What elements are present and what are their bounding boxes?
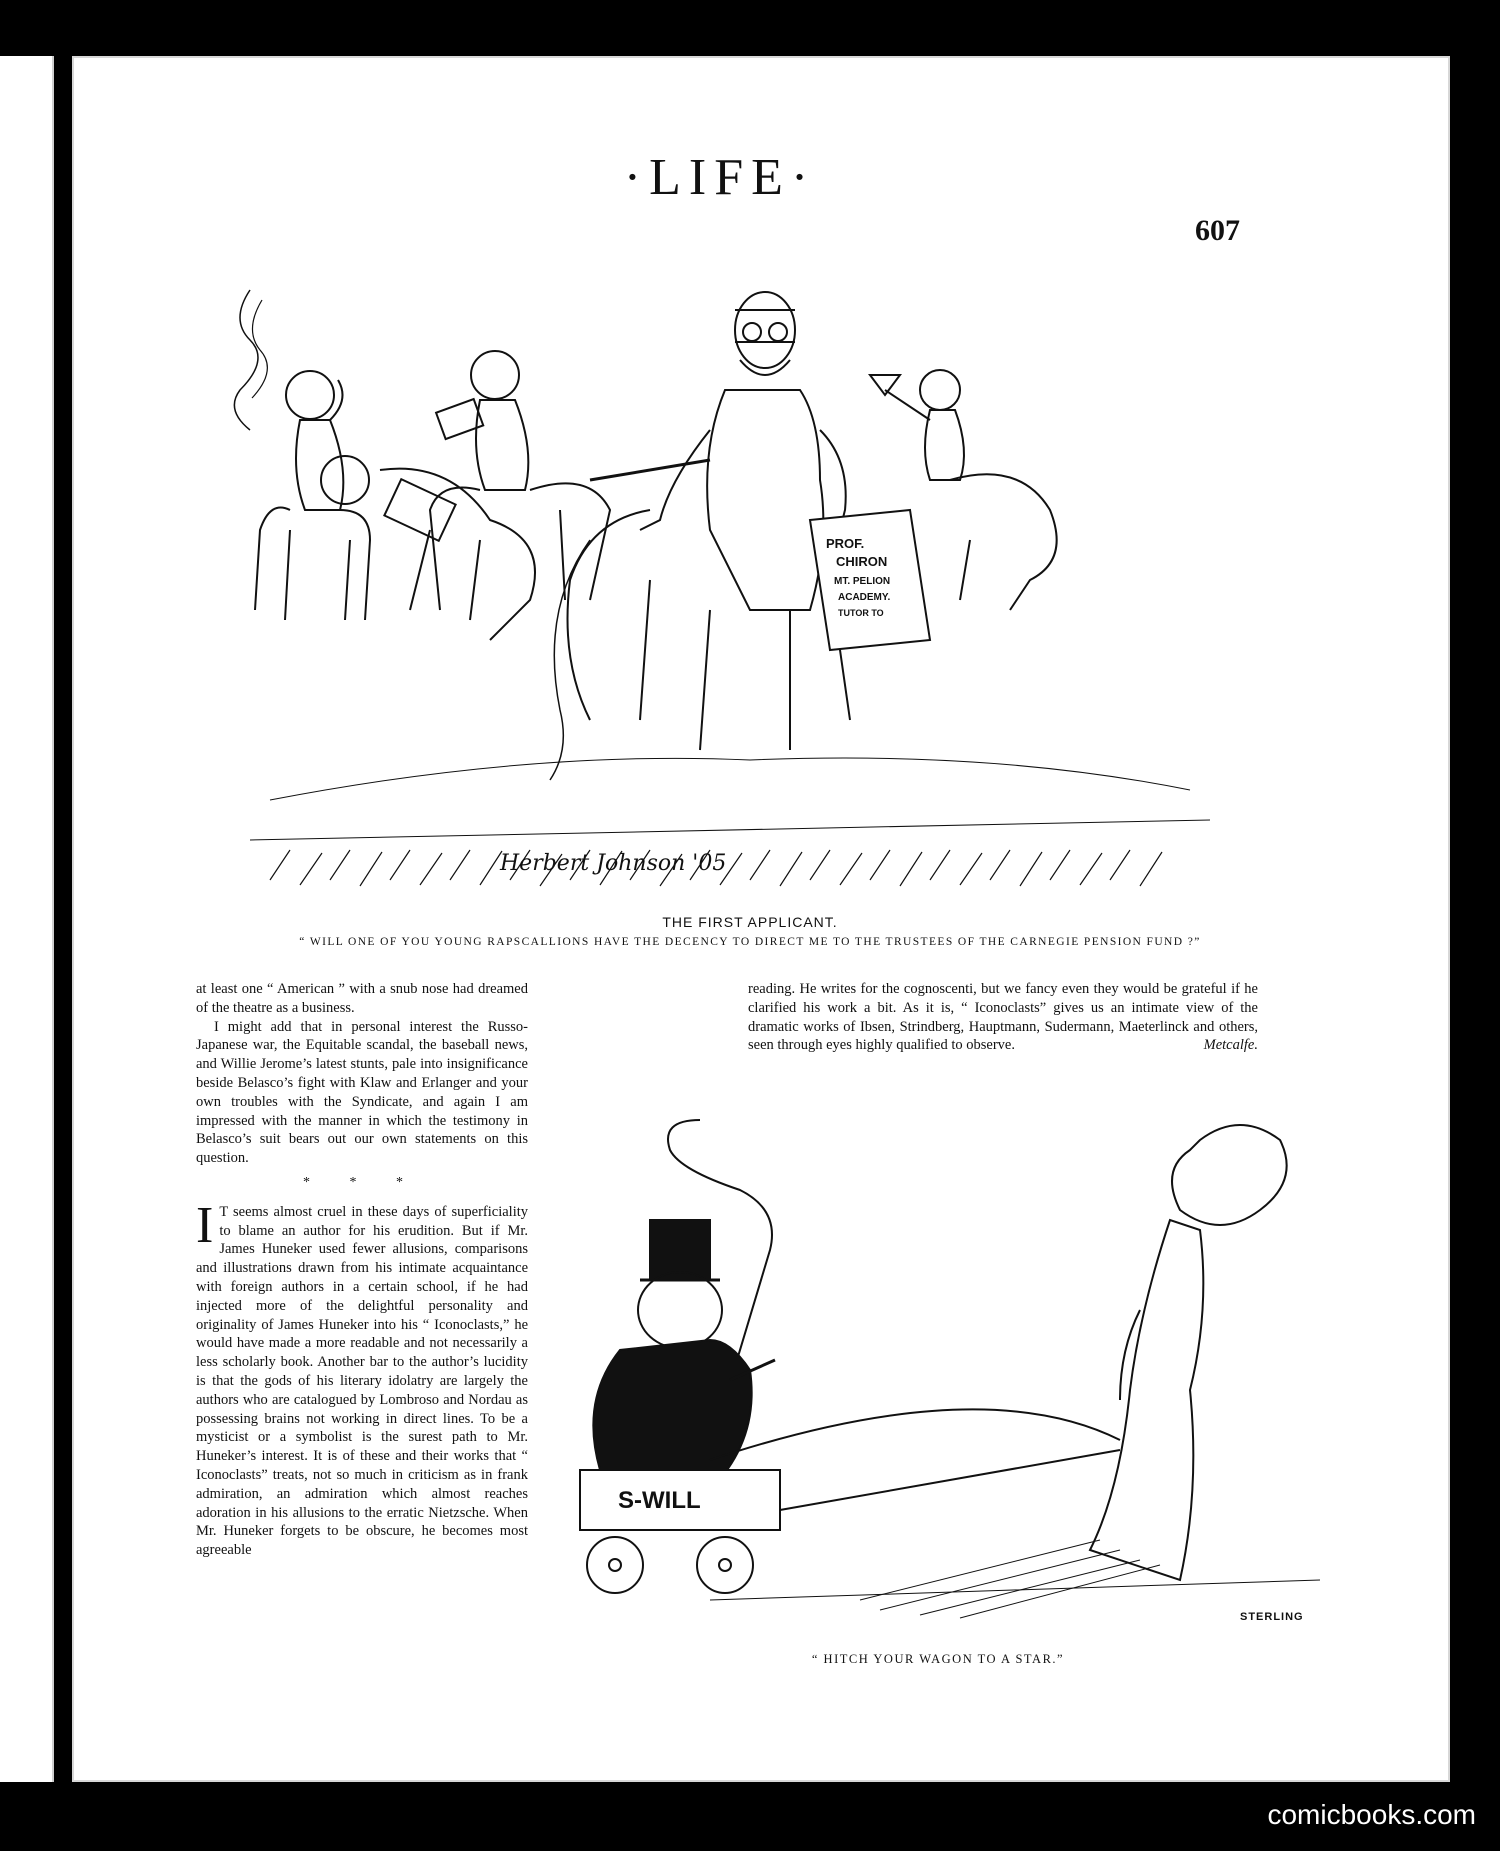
masthead-title: ·LIFE·	[623, 149, 817, 206]
review-paragraph: T seems almost cruel in these days of superficiality to blame an author for his erudition. But if Mr. James Huneker used fewer allusions, comparisons and illustrations drawn from his intimate acquaintance with foreign authors in a certain school, if he had injected more of the delightful personality and originality of James Huneker into his “ Iconoclasts,” he would have made a more readable and not necessarily a less scholarly book. Another bar to the author’s lucidity is that the gods of his literary idolatry are largely the authors who are catalogued by Lombroso and Nordau as possessing brains not working in direct lines. To be a mysticist or a symbolist is the surest path to Mr. Huneker’s interest. It is of these and their works that “ Iconoclasts” treats, not so much in criticism as in frank admiration, an admiration which almost reaches adoration in his allusions to the erratic Nietzsche. When Mr. Huneker forgets to be obscure, he becomes most agreeable	[196, 1203, 528, 1559]
page-number: 607	[1195, 214, 1240, 247]
placard-line-5: TUTOR TO	[838, 608, 884, 618]
drop-cap: I	[196, 1196, 214, 1254]
cartoon-title: THE FIRST APPLICANT.	[662, 914, 838, 930]
watermark: comicbooks.com	[1267, 1799, 1476, 1830]
left-column	[196, 980, 528, 1560]
intro-paragraph-1: at least one “ American ” with a snub nose had dreamed of the theatre as a business.	[196, 981, 528, 1016]
cartoon-hitch-wagon	[560, 1110, 1320, 1640]
placard-line-2: CHIRON	[836, 554, 888, 569]
wagon-label: S-WILL	[618, 1487, 701, 1514]
right-column	[748, 980, 1258, 1055]
artist-signature: Herbert Johnson '05	[500, 851, 727, 876]
cartoon-first-applicant	[230, 280, 1230, 900]
centaur-illustration	[230, 280, 1230, 900]
cartoon-quote: “ WILL ONE OF YOU YOUNG RAPSCALLIONS HAVE THE DECENCY TO DIRECT ME TO THE TRUSTEES OF THE CARNEGIE PENSION FUND ?”	[299, 936, 1201, 948]
section-divider: * * *	[303, 1174, 421, 1190]
review-continuation: reading. He writes for the cognoscenti, but we fancy even they would be grateful if he clarified his work a bit. As it is, “ Iconoclasts” gives us an intimate view of the dramatic works of Ibsen, Strindberg, Hauptmann, Sudermann, Maeterlinck and others, seen through eyes highly qualified to observe.	[748, 981, 1258, 1054]
intro-paragraph-2: I might add that in personal interest the Russo-Japanese war, the Equitable scandal, the baseball news, and Willie Jerome’s latest stunts, pale into insignificance beside Belasco’s fight with Klaw and Erlanger and your own troubles with the Syndicate, and again I am impressed with the manner in which the testimony in Belasco’s suit bears out our own statements on this question.	[196, 1018, 528, 1167]
artist-name: STERLING	[1240, 1611, 1304, 1623]
wagon-illustration	[560, 1110, 1320, 1640]
placard-line-3: MT. PELION	[834, 576, 891, 587]
placard-line-1: PROF.	[826, 536, 865, 551]
article-signature: Metcalfe.	[1203, 1037, 1258, 1054]
placard-line-4: ACADEMY.	[838, 592, 891, 603]
wagon-caption: “ HITCH YOUR WAGON TO A STAR.”	[811, 1652, 1065, 1666]
